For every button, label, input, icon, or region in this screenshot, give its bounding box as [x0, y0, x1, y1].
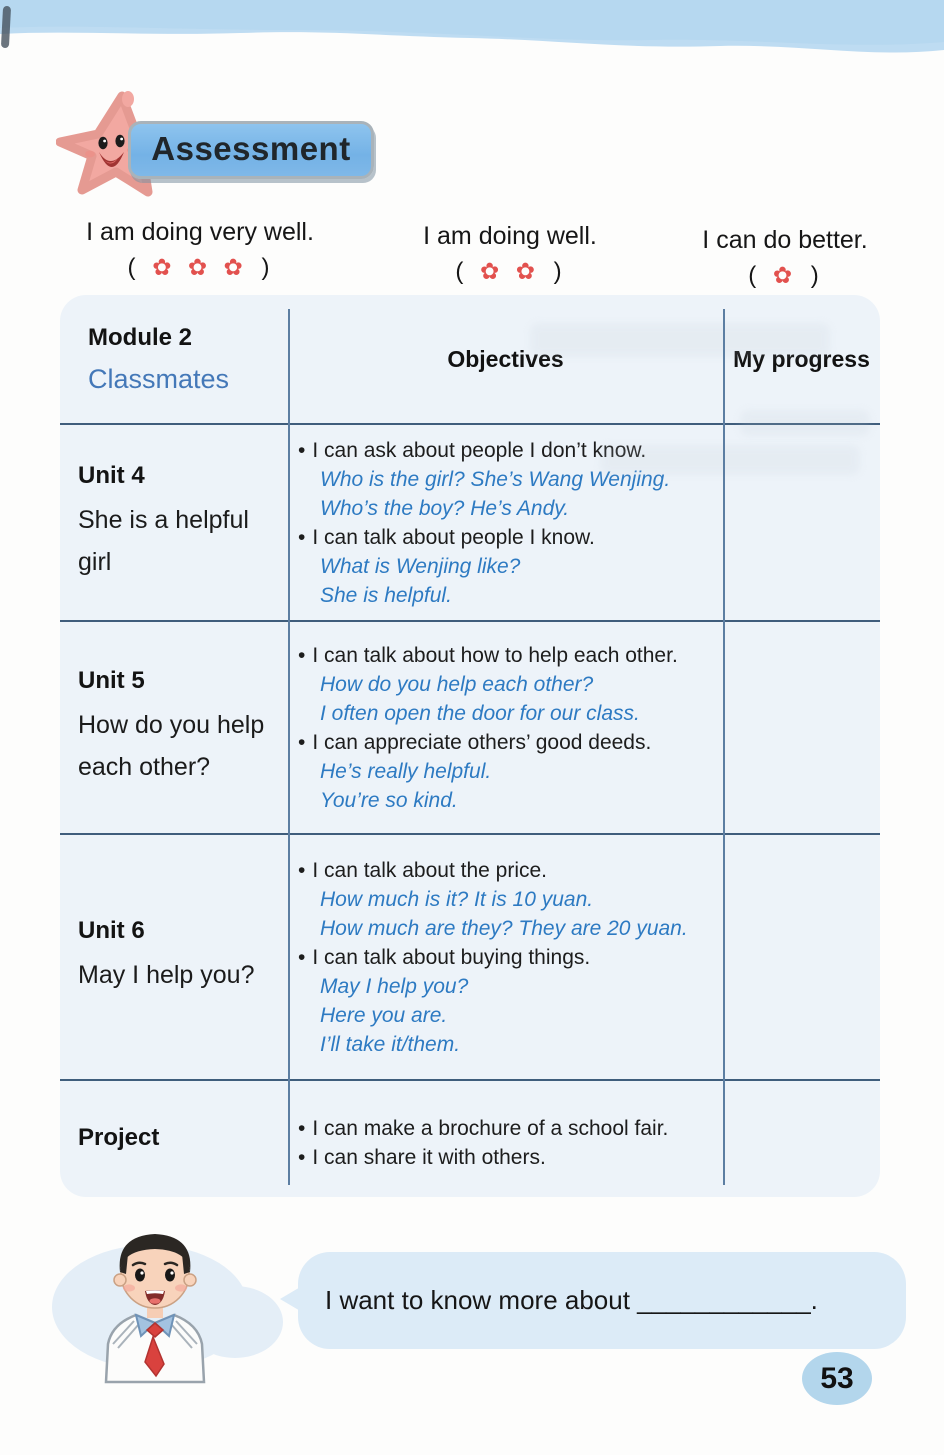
legend-label: I am doing well. — [423, 222, 597, 250]
column-divider — [288, 309, 290, 1185]
legend-label: I can do better. — [702, 226, 868, 254]
unit-title: How do you help each other? — [78, 711, 265, 781]
bullet-icon: • — [298, 438, 306, 462]
progress-cell — [723, 835, 880, 1079]
objectives-cell — [288, 835, 723, 1079]
watercolor-band — [0, 0, 944, 64]
progress-cell — [723, 1081, 880, 1205]
example-sentence: Who is the girl? She’s Wang Wenjing. — [320, 467, 671, 491]
column-divider — [723, 309, 725, 1185]
bleedthrough-artifact — [600, 445, 860, 475]
table-header-row — [60, 295, 880, 423]
objective-item: • I can talk about how to help each other. — [298, 643, 678, 667]
table-body — [60, 423, 880, 1205]
bullet-icon: • — [298, 945, 306, 969]
example-sentence: Who’s the boy? He’s Andy. — [320, 496, 570, 520]
unit-cell — [60, 622, 288, 833]
flower-icon: ✿ ✿ ✿ — [152, 254, 248, 280]
progress-header: My progress — [733, 345, 870, 372]
example-sentence: You’re so kind. — [320, 788, 458, 812]
bullet-icon: • — [298, 1117, 306, 1140]
example-sentence: She is helpful. — [320, 583, 452, 607]
objective-item: • I can appreciate others’ good deeds. — [298, 730, 652, 754]
bullet-icon: • — [298, 525, 306, 549]
table-row — [60, 1079, 880, 1205]
example-sentence: May I help you? — [320, 974, 469, 998]
page-number-badge — [802, 1352, 872, 1405]
example-sentence: I often open the door for our class. — [320, 701, 640, 725]
page-number: 53 — [820, 1362, 854, 1395]
unit-title: May I help you? — [78, 961, 255, 990]
unit-name: Unit 5 — [78, 667, 145, 695]
assessment-table — [60, 295, 880, 1197]
table-row — [60, 620, 880, 833]
unit-title: She is a helpful girl — [78, 506, 249, 576]
legend-label: I am doing very well. — [86, 218, 314, 246]
bullet-icon: • — [298, 643, 306, 667]
flower-rating-icon: ( ✿ ) — [748, 262, 822, 289]
bleedthrough-artifact — [530, 323, 830, 357]
example-sentence: How much is it? It is 10 yuan. — [320, 887, 594, 911]
flower-rating-icon: ( ✿ ✿ ) — [455, 258, 565, 285]
example-sentence: How much are they? They are 20 yuan. — [320, 916, 688, 940]
table-row — [60, 833, 880, 1079]
unit-name: Unit 4 — [78, 462, 145, 490]
objectives-cell — [288, 622, 723, 833]
unit-cell — [60, 425, 288, 620]
flower-rating-icon: ( ✿ ✿ ✿ ) — [127, 254, 273, 281]
objectives-header: Objectives — [447, 345, 564, 372]
unit-cell — [60, 1081, 288, 1205]
objective-item: • I can talk about buying things. — [298, 945, 591, 969]
example-sentence: What is Wenjing like? — [320, 554, 521, 578]
objective-item: • I can share it with others. — [298, 1146, 546, 1169]
example-sentence: Here you are. — [320, 1003, 448, 1027]
flower-icon: ✿ — [772, 262, 798, 288]
unit-cell — [60, 835, 288, 1079]
speech-bubble — [298, 1252, 906, 1349]
bullet-icon: • — [298, 1146, 306, 1169]
bleedthrough-artifact — [740, 410, 870, 436]
example-sentence: I’ll take it/them. — [320, 1032, 461, 1056]
bullet-icon: • — [298, 730, 306, 754]
objectives-cell — [288, 1081, 723, 1205]
objective-item: • I can ask about people I don’t know. — [298, 438, 647, 462]
progress-cell — [723, 622, 880, 833]
module-label: Module 2 — [88, 323, 193, 351]
legend-better — [685, 226, 885, 290]
unit-name: Unit 6 — [78, 917, 145, 945]
assessment-banner — [128, 121, 374, 179]
legend-well — [390, 222, 630, 286]
bullet-icon: • — [298, 858, 306, 882]
objective-item: • I can talk about people I know. — [298, 525, 595, 549]
example-sentence: How do you help each other? — [320, 672, 594, 696]
flower-icon: ✿ ✿ — [480, 258, 540, 284]
speech-text: I want to know more about ____________. — [325, 1285, 818, 1315]
assessment-title: Assessment — [151, 130, 351, 167]
module-title: Classmates — [88, 363, 230, 394]
example-sentence: He’s really helpful. — [320, 759, 492, 783]
objective-item: • I can talk about the price. — [298, 858, 547, 882]
legend-very-well — [55, 218, 345, 282]
unit-name: Project — [78, 1124, 160, 1151]
module-cell — [60, 295, 288, 423]
objective-item: • I can make a brochure of a school fair. — [298, 1117, 669, 1140]
boy-student-icon — [50, 1222, 285, 1392]
